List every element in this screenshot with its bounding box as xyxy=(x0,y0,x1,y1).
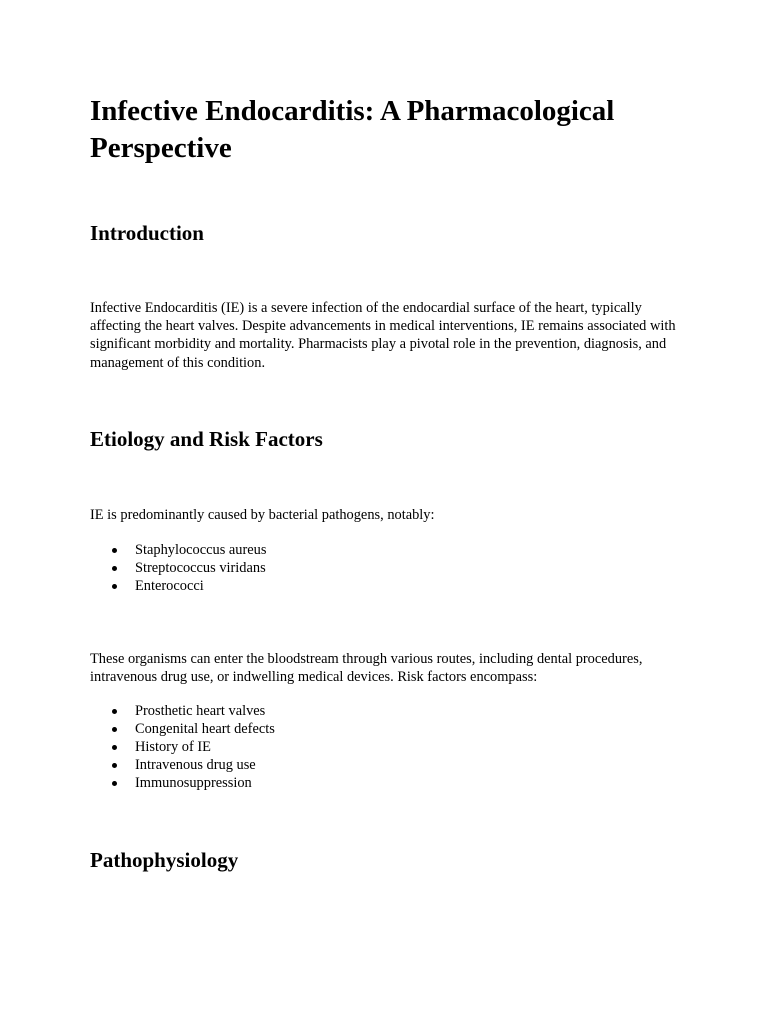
bullet-icon xyxy=(112,709,117,714)
transmission-routes-text: These organisms can enter the bloodstream through various routes, including dental procedures, intravenous drug use, or indwelling medical devices. Risk factors encompass: xyxy=(90,651,643,686)
pathophysiology-heading: Pathophysiology xyxy=(90,848,239,872)
list-item xyxy=(90,738,275,756)
pathogen-list xyxy=(90,541,266,595)
introduction-heading: Introduction xyxy=(90,221,204,245)
document-title: Infective Endocarditis: A Pharmacological Perspective xyxy=(90,95,615,164)
etiology-heading: Etiology and Risk Factors xyxy=(90,427,323,451)
bullet-icon xyxy=(112,781,117,786)
introduction-paragraph: Infective Endocarditis (IE) is a severe infection of the endocardial surface of the heart, typically affecting the heart valves. Despite advancements in medical interventions, IE remains associated with significant morbidity and mortality. Pharmacists play a pivotal role in the prevention, diagnosis, and management of this condition. xyxy=(90,300,676,371)
list-item xyxy=(90,559,266,577)
list-item-text: Immunosuppression xyxy=(135,775,252,791)
list-item-text: Streptococcus viridans xyxy=(135,560,266,576)
list-item xyxy=(90,702,275,720)
bullet-icon xyxy=(112,745,117,750)
list-item xyxy=(90,720,275,738)
bullet-icon xyxy=(112,566,117,571)
list-item xyxy=(90,756,275,774)
bullet-icon xyxy=(112,727,117,732)
list-item-text: History of IE xyxy=(135,739,211,755)
list-item-text: Intravenous drug use xyxy=(135,757,256,773)
list-item-text: Staphylococcus aureus xyxy=(135,542,267,558)
bullet-icon xyxy=(112,763,117,768)
list-item xyxy=(90,541,266,559)
list-item xyxy=(90,774,275,792)
list-item-text: Enterococci xyxy=(135,578,204,594)
list-item xyxy=(90,577,266,595)
list-item-text: Prosthetic heart valves xyxy=(135,703,266,719)
bullet-icon xyxy=(112,548,117,553)
bullet-icon xyxy=(112,584,117,589)
etiology-intro-text: IE is predominantly caused by bacterial pathogens, notably: xyxy=(90,507,435,523)
list-item-text: Congenital heart defects xyxy=(135,721,275,737)
risk-factor-list xyxy=(90,702,275,792)
